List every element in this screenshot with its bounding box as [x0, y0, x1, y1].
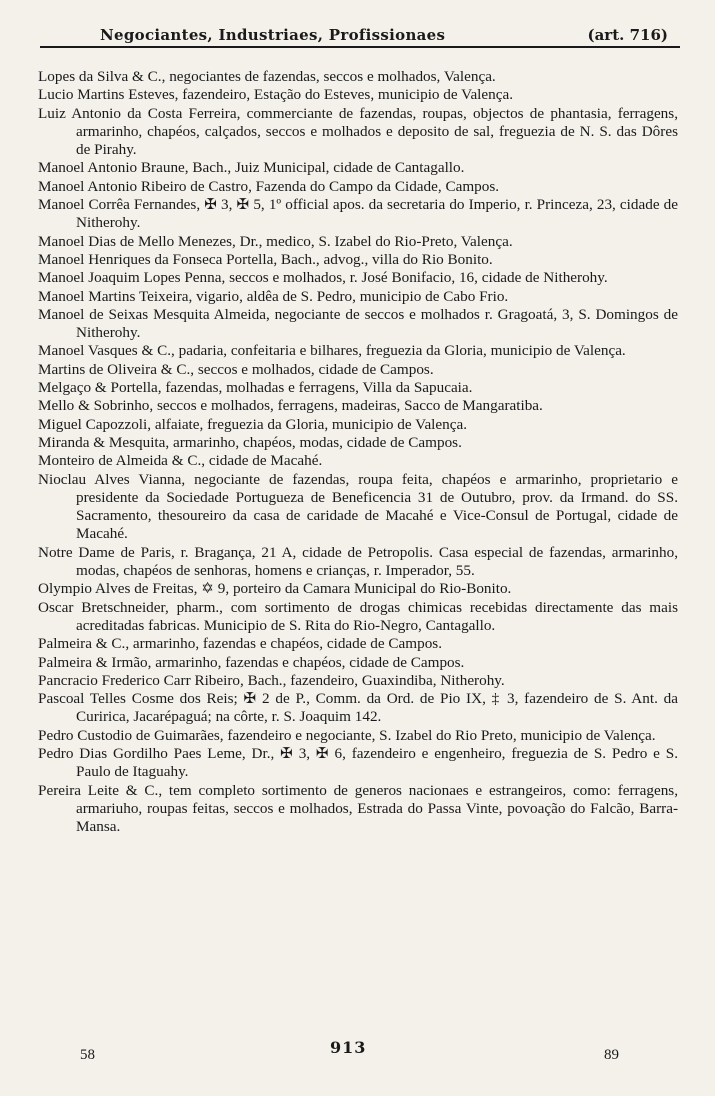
directory-entry: Manoel Vasques & C., padaria, confeitaria e bilhares, freguezia da Gloria, municipio de Valença. — [38, 342, 626, 360]
directory-entry: Pereira Leite & C., tem completo sortimento de generos nacionaes e estrangeiros, como: ferragens, armariuho, roupas feitas, seccos e molhados, Estrada do Passa Vinte, povoação do Falcão, Barra-Mansa. — [38, 781, 678, 836]
directory-entry: Mello & Sobrinho, seccos e molhados, ferragens, madeiras, Sacco de Mangaratiba. — [38, 397, 543, 415]
directory-entry: Palmeira & Irmão, armarinho, fazendas e chapéos, cidade de Campos. — [38, 653, 465, 671]
directory-entry: Pascoal Telles Cosme dos Reis; ✠ 2 de P., Comm. da Ord. de Pio IX, ‡ 3, fazendeiro de S. Ant. da Curirica, Jacarépaguá; na côrte, r. S. Joaquim 142. — [38, 690, 678, 726]
directory-entry: Manoel de Seixas Mesquita Almeida, negociante de seccos e molhados r. Gragoatá, 3, S. Domingos de Nitherohy. — [38, 305, 678, 342]
directory-entry: Pedro Dias Gordilho Paes Leme, Dr., ✠ 3, ✠ 6, fazendeiro e engenheiro, freguezia de S. Pedro e S. Paulo de Itaguahy. — [38, 744, 678, 781]
directory-entry: Pancracio Frederico Carr Ribeiro, Bach., fazendeiro, Guaxindiba, Nitherohy. — [38, 671, 505, 689]
directory-entry: Oscar Bretschneider, pharm., com sortimento de drogas chimicas recebidas directamente das mais acreditadas fabricas. Municipio de S. Rita do Rio-Negro, Cantagallo. — [38, 598, 678, 634]
directory-entry: Lopes da Silva & C., negociantes de fazendas, seccos e molhados, Valença. — [38, 68, 496, 85]
footer-right-number: 89 — [604, 1047, 619, 1063]
directory-entry: Manoel Martins Teixeira, vigario, aldêa de S. Pedro, municipio de Cabo Frio. — [38, 287, 509, 305]
directory-entry: Miranda & Mesquita, armarinho, chapéos, modas, cidade de Campos. — [38, 433, 462, 451]
directory-entry: Notre Dame de Paris, r. Bragança, 21 A, cidade de Petropolis. Casa especial de fazendas, armarinho, modas, chapéos de senhoras, homens e crianças, r. Imperador, 55. — [38, 543, 678, 580]
directory-entry: Manoel Antonio Ribeiro de Castro, Fazenda do Campo da Cidade, Campos. — [38, 177, 500, 195]
directory-entry: Melgaço & Portella, fazendas, molhadas e ferragens, Villa da Sapucaia. — [38, 379, 473, 397]
directory-entry: Nioclau Alves Vianna, negociante de fazendas, roupa feita, chapéos e armarinho, proprietario e presidente da Sociedade Portugueza de Beneficencia 31 de Outubro, prov. da Irmand. do SS. Sacramento, thesoureiro da casa de caridade de Macahé e Vice-Consul de Portugal, cidade de Macahé. — [38, 470, 678, 543]
page-header — [40, 20, 680, 46]
directory-entry: Manoel Joaquim Lopes Penna, seccos e molhados, r. José Bonifacio, 16, cidade de Nitherohy. — [38, 269, 608, 287]
directory-entry: Olympio Alves de Freitas, ✡ 9, porteiro da Camara Municipal do Rio-Bonito. — [38, 580, 512, 598]
directory-entry: Manoel Antonio Braune, Bach., Juiz Municipal, cidade de Cantagallo. — [38, 159, 465, 177]
header-article-number: (art. 716) — [587, 26, 668, 44]
directory-entry: Lucio Martins Esteves, fazendeiro, Estação do Esteves, municipio de Valença. — [38, 86, 514, 104]
directory-entry: Luiz Antonio da Costa Ferreira, commerciante de fazendas, roupas, objectos de phantasia, ferragens, armarinho, chapéos, calçados, seccos e molhados e deposito de sal, freguezia de N. S. das Dôres de Pirahy. — [38, 104, 678, 159]
header-rule — [40, 46, 680, 48]
directory-entry: Miguel Capozzoli, alfaiate, freguezia da Gloria, municipio de Valença. — [38, 415, 468, 433]
directory-entry: Palmeira & C., armarinho, fazendas e chapéos, cidade de Campos. — [38, 635, 443, 653]
directory-entry: Pedro Custodio de Guimarães, fazendeiro e negociante, S. Izabel do Rio Preto, municipio de Valença. — [38, 726, 656, 744]
directory-entry: Manoel Corrêa Fernandes, ✠ 3, ✠ 5, 1º official apos. da secretaria do Imperio, r. Princeza, 23, cidade de Nitherohy. — [38, 196, 678, 232]
directory-entry: Manoel Dias de Mello Menezes, Dr., medico, S. Izabel do Rio-Preto, Valença. — [38, 232, 513, 250]
entry-list — [38, 68, 678, 836]
footer-left-number: 58 — [80, 1047, 95, 1063]
directory-entry: Martins de Oliveira & C., seccos e molhados, cidade de Campos. — [38, 360, 434, 378]
header-title: Negociantes, Industriaes, Profissionaes — [100, 26, 446, 44]
directory-entry: Manoel Henriques da Fonseca Portella, Bach., advog., villa do Rio Bonito. — [38, 250, 493, 268]
directory-entry: Monteiro de Almeida & C., cidade de Macahé. — [38, 452, 323, 470]
page-number: 913 — [330, 1038, 367, 1057]
